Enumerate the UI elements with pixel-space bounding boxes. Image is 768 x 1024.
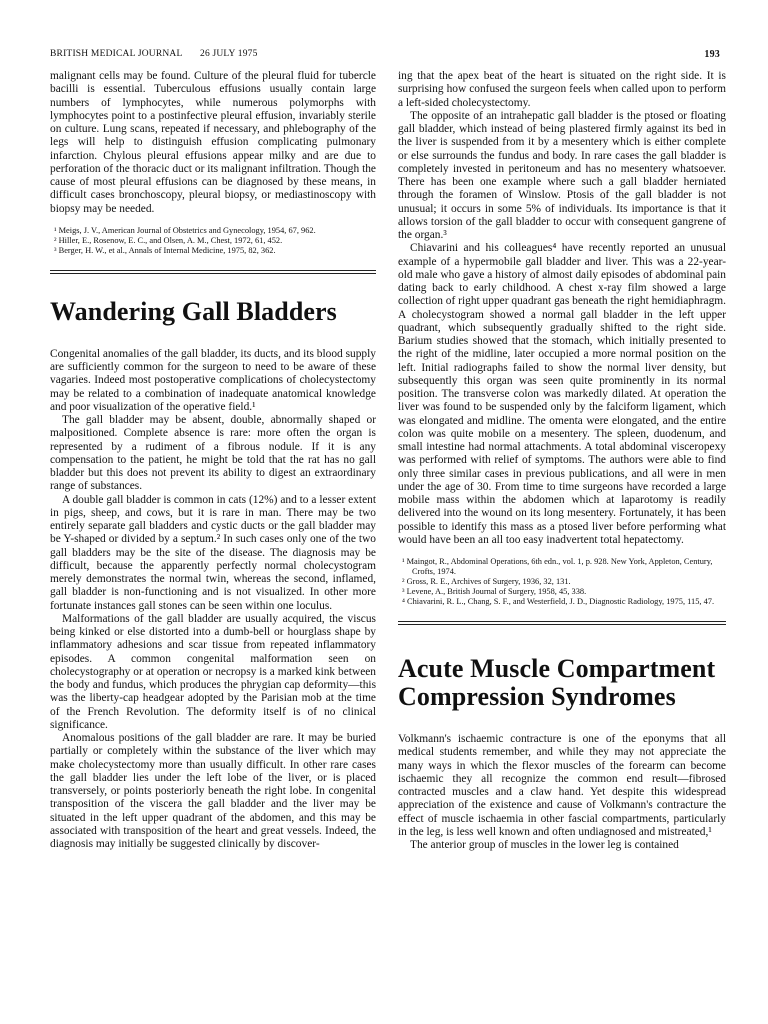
article-title-compartment-syndromes: Acute Muscle Compartment Compression Syndromes (398, 654, 716, 711)
reference-item: ² Hiller, E., Rosenow, E. C., and Olsen, A. M., Chest, 1972, 61, 452. (54, 235, 283, 245)
reference-item: ³ Berger, H. W., et al., Annals of Internal Medicine, 1975, 82, 362. (54, 245, 276, 255)
section-divider (50, 270, 376, 274)
journal-name: BRITISH MEDICAL JOURNAL (50, 49, 183, 59)
article-title-gall-bladders: Wandering Gall Bladders (50, 296, 337, 326)
gall-bladder-references (398, 557, 726, 607)
reference-item: ³ Levene, A., British Journal of Surgery, 1958, 45, 338. (402, 587, 587, 596)
left-column (50, 70, 376, 851)
article-paragraph: Congenital anomalies of the gall bladder, its ducts, and its blood supply are sufficiently common for the surgeon to need to be aware of these vagaries. Indeed most postoperative complications of cholecystectomy may be related to a combination of inadequate anatomical knowledge and poor visualization of the operative field.¹ (50, 347, 376, 413)
article-paragraph: The gall bladder may be absent, double, abnormally shaped or malpositioned. Complete absence is rare: more often the organ is represented by a rudiment of a fibrous nodule. If it is any compensation to the patient, he might be told that the rat has no gall bladder but this does not prevent its ability to digest an extraordinary range of substances. (50, 414, 376, 493)
article-paragraph: Anomalous positions of the gall bladder are rare. It may be buried partially or completely within the substance of the liver which may make cholecystectomy more than usually difficult. In other rare cases the gall bladder lies under the left lobe of the liver, or is placed transversely, or points posteriorly beneath the right lobe. In congenital transposition of the viscera the gall bladder and the liver may be situated in the left upper quadrant of the abdomen, and this may be associated with transposition of the heart and great vessels. Indeed, the diagnosis may initially be suggested clinically by discover- (50, 732, 376, 850)
article-paragraph: Chiavarini and his colleagues⁴ have recently reported an unusual example of a hypermobile gall bladder and liver. This was a 22-year-old male who gave a history of almost daily episodes of abdominal pain dating back to early childhood. A chest x-ray film showed a large collection of right upper quadrant gas beneath the right hemidiaphragm. A cholecystogram showed a normal gall bladder in the left upper quadrant, which subsequently gradually shifted to the right side. Barium studies showed that the stomach, which initially presented to the right of the midline, later occupied a more normal position on the left. Initial radiographs failed to show the normal liver density, but subsequently this organ was seen quite prominently in its normal position. The transverse colon was markedly dilated. At operation the liver was found to be suspended only by the falciform ligament, which was elongated and midline. The omenta were elongated, and the entire colon was quite mobile on a mesentery. The spleen, duodenum, and small intestine had normal attachments. A total abdominal visceropexy was performed with relief of symptoms. The authors were able to find only three similar cases in previous publications, and all were in men under the age of 30. From time to time surgeons have recorded a large mobile mass within the abdomen which at laparotomy is readily delivered into the wound on its long mesentery. Fortunately, it has been possible to identify this mass as a ptosed liver before performing what would have been an all too easy inadvertent total hepatectomy. (398, 242, 726, 546)
pleural-references (50, 226, 376, 256)
page-header (50, 49, 720, 63)
section-divider (398, 621, 726, 625)
right-column (398, 70, 726, 852)
article-paragraph: The anterior group of muscles in the lower leg is contained (410, 839, 679, 851)
reference-item: ¹ Meigs, J. V., American Journal of Obstetrics and Gynecology, 1954, 67, 962. (54, 225, 316, 235)
reference-item: ⁴ Chiavarini, R. L., Chang, S. F., and Westerfield, J. D., Diagnostic Radiology, 1975, 115, 47. (402, 597, 715, 606)
pleural-effusion-continuation: malignant cells may be found. Culture of the pleural fluid for tubercle bacilli is essential. Tuberculous effusions usually contain large numbers of lymphocytes, while numerous polymorphs with lymphocytes point to a postinfective pleural effusion, invariably sterile on culture. Lung scans, repeated if necessary, and phlebography of the legs will help to distinguish effusion complicating pulmonary infarction. Chylous pleural effusions appear milky and are due to perforation of the thoracic duct or its malignant infiltration. Though the cause of most pleural effusions can be diagnosed by these means, in difficult cases bronchoscopy, pleural biopsy, or mediastinoscopy with biopsy may be needed. (50, 70, 376, 215)
article-paragraph: Volkmann's ischaemic contracture is one of the eponyms that all medical students remember, and while they may not appreciate the many ways in which the flexor muscles of the forearm can become ischaemic they all recognize the common end result—fibrosed contracted muscles and a claw hand. Yet despite this widespread appreciation of the existence and cause of Volkmann's contracture the effect of muscle ischaemia in other fascial compartments, particularly in the leg, is less well known and often undiagnosed and mistreated,¹ (398, 733, 726, 838)
reference-item: ² Gross, R. E., Archives of Surgery, 1936, 32, 131. (402, 577, 571, 586)
article-paragraph: A double gall bladder is common in cats (12%) and to a lesser extent in pigs, sheep, and cows, but it is rare in man. There may be two entirely separate gall bladders and cystic ducts or the gall bladder may be Y-shaped or divided by a septum.² In such cases only one of the two gall bladders may be the site of the disease. The diagnosis may be difficult, because the apparently perfectly normal cholecystogram merely demonstrates the normal twin, whereas the second, inflamed, gall bladder is non-functioning and is not visualized. In other more fortunate instances gall stones can be seen within one loculus. (50, 493, 376, 612)
article-paragraph: ing that the apex beat of the heart is situated on the right side. It is surprising how confused the surgeon feels when called upon to perform a left-sided cholecystectomy. (398, 70, 726, 109)
issue-date: 26 JULY 1975 (200, 49, 258, 59)
reference-item: ¹ Maingot, R., Abdominal Operations, 6th edn., vol. 1, p. 928. New York, Appleton, Century, Crofts, 1974. (402, 557, 713, 576)
page-number: 193 (704, 49, 720, 60)
article-paragraph: Malformations of the gall bladder are usually acquired, the viscus being kinked or else distorted into a dumb-bell or hourglass shape by inflammatory adhesions and scar tissue from repeated inflammatory episodes. A common congenital malformation seen on cholecystography or at operation or necropsy is a marked kink between the body and fundus, which produces the phrygian cap deformity—this was the liberty-cap headgear adopted by the Parisian mob at the time of the French Revolution. The deformity itself is of no clinical significance. (50, 612, 376, 731)
article-paragraph: The opposite of an intrahepatic gall bladder is the ptosed or floating gall bladder, which instead of being plastered firmly against its bed in the liver is suspended from it by a mesentery which is either complete or else surrounds the fundus and body. In rare cases the gall bladder is completely invested in peritoneum and has no mesentery whatsoever. There has been one example where such a gall bladder herniated through the foramen of Winslow. Ptosis of the gall bladder is not unusual; it occurs in some 5% of individuals. Its importance is that it allows torsion of the gall bladder to occur with consequent gangrene of the organ.³ (398, 109, 726, 241)
